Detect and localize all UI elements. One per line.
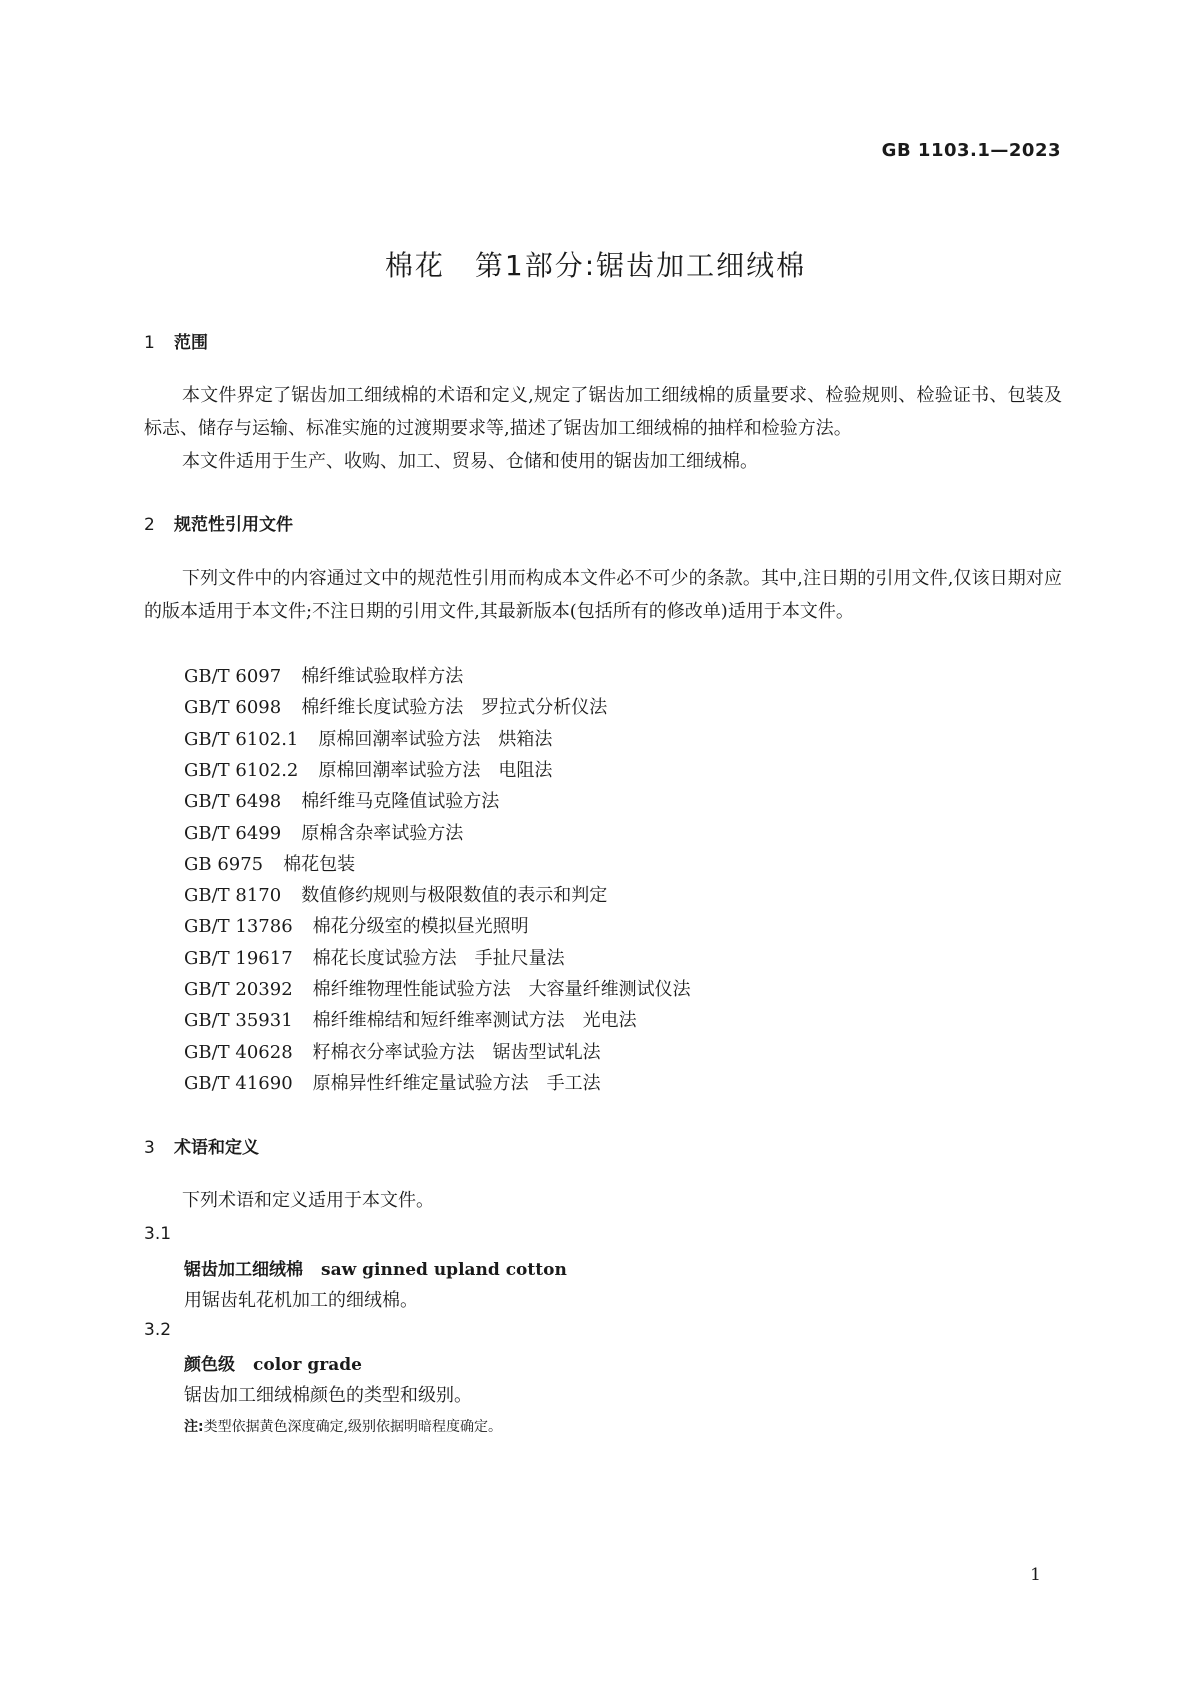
reference-title: 原棉异性纤维定量试验方法 手工法 xyxy=(312,1073,601,1094)
document-title: 棉花 第1部分:锯齿加工细绒棉 xyxy=(384,249,807,282)
reference-title: 棉纤维试验取样方法 xyxy=(301,666,464,687)
reference-code: GB/T 6097 xyxy=(184,666,282,687)
reference-title: 原棉含杂率试验方法 xyxy=(301,823,464,844)
scope-paragraph-2: 本文件适用于生产、收购、加工、贸易、仓储和使用的锯齿加工细绒棉。 xyxy=(182,451,758,472)
term-number: 3.2 xyxy=(144,1320,172,1340)
reference-item xyxy=(184,1069,601,1095)
reference-item xyxy=(184,912,529,938)
references-intro-paragraph: 下列文件中的内容通过文中的规范性引用而构成本文件必不可少的条款。其中,注日期的引用文件,仅该日期对应的版本适用于本文件;不注日期的引用文件,其最新版本(包括所有的修改单)适用于本文件。 xyxy=(144,568,1062,622)
reference-code: GB/T 6102.2 xyxy=(184,760,299,781)
section-heading-terms-and-definitions xyxy=(144,1133,259,1158)
section-number: 1 xyxy=(144,333,155,353)
reference-title: 籽棉衣分率试验方法 锯齿型试轧法 xyxy=(312,1042,601,1063)
section-number: 3 xyxy=(144,1138,155,1158)
term-heading xyxy=(184,1255,567,1280)
reference-item xyxy=(184,787,499,813)
reference-item xyxy=(184,944,565,970)
reference-code: GB/T 6098 xyxy=(184,697,282,718)
reference-code: GB/T 40628 xyxy=(184,1042,293,1063)
reference-code: GB/T 6498 xyxy=(184,791,282,812)
term-zh: 颜色级 xyxy=(184,1355,235,1375)
reference-title: 棉纤维物理性能试验方法 大容量纤维测试仪法 xyxy=(312,979,691,1000)
reference-code: GB/T 13786 xyxy=(184,916,293,937)
section-heading-normative-references xyxy=(144,510,293,535)
reference-item xyxy=(184,850,355,876)
reference-item xyxy=(184,1038,601,1064)
reference-code: GB/T 20392 xyxy=(184,979,293,1000)
term-definition: 锯齿加工细绒棉颜色的类型和级别。 xyxy=(184,1385,472,1406)
reference-code: GB/T 35931 xyxy=(184,1010,293,1031)
reference-code: GB/T 6102.1 xyxy=(184,729,299,750)
reference-item xyxy=(184,662,463,688)
section-title: 范围 xyxy=(174,333,208,353)
reference-code: GB/T 8170 xyxy=(184,885,282,906)
reference-code: GB/T 6499 xyxy=(184,823,282,844)
term-zh: 锯齿加工细绒棉 xyxy=(184,1260,303,1280)
reference-title: 数值修约规则与极限数值的表示和判定 xyxy=(301,885,608,906)
reference-item xyxy=(184,881,607,907)
term-en: color grade xyxy=(253,1355,362,1375)
section-heading-scope xyxy=(144,328,208,353)
reference-item xyxy=(184,725,552,751)
term-definition: 用锯齿轧花机加工的细绒棉。 xyxy=(184,1290,418,1311)
term-en: saw ginned upland cotton xyxy=(321,1260,567,1280)
note-text: 类型依据黄色深度确定,级别依据明暗程度确定。 xyxy=(203,1419,503,1435)
reference-title: 棉花长度试验方法 手扯尺量法 xyxy=(312,948,565,969)
reference-item xyxy=(184,693,607,719)
term-note xyxy=(184,1416,502,1436)
reference-code: GB/T 41690 xyxy=(184,1073,293,1094)
term-number: 3.1 xyxy=(144,1224,172,1244)
reference-title: 棉纤维长度试验方法 罗拉式分析仪法 xyxy=(301,697,608,718)
reference-title: 棉纤维马克隆值试验方法 xyxy=(301,791,500,812)
reference-item xyxy=(184,819,463,845)
term-heading xyxy=(184,1350,362,1375)
section-title: 术语和定义 xyxy=(174,1138,259,1158)
note-label: 注: xyxy=(184,1419,204,1435)
scope-paragraph-1: 本文件界定了锯齿加工细绒棉的术语和定义,规定了锯齿加工细绒棉的质量要求、检验规则、检验证书、包装及标志、储存与运输、标准实施的过渡期要求等,描述了锯齿加工细绒棉的抽样和检验方法。 xyxy=(144,385,1062,439)
terms-intro-paragraph: 下列术语和定义适用于本文件。 xyxy=(182,1190,434,1211)
reference-item xyxy=(184,1006,637,1032)
reference-title: 棉花包装 xyxy=(283,854,356,875)
page-number: 1 xyxy=(1030,1565,1041,1585)
reference-title: 原棉回潮率试验方法 烘箱法 xyxy=(318,729,553,750)
reference-title: 棉花分级室的模拟昼光照明 xyxy=(312,916,529,937)
reference-title: 棉纤维棉结和短纤维率测试方法 光电法 xyxy=(312,1010,637,1031)
reference-item xyxy=(184,975,691,1001)
reference-code: GB 6975 xyxy=(184,854,264,875)
section-title: 规范性引用文件 xyxy=(174,515,293,535)
document-code: GB 1103.1—2023 xyxy=(881,140,1061,161)
reference-title: 原棉回潮率试验方法 电阻法 xyxy=(318,760,553,781)
reference-code: GB/T 19617 xyxy=(184,948,293,969)
reference-item xyxy=(184,756,552,782)
section-number: 2 xyxy=(144,515,155,535)
